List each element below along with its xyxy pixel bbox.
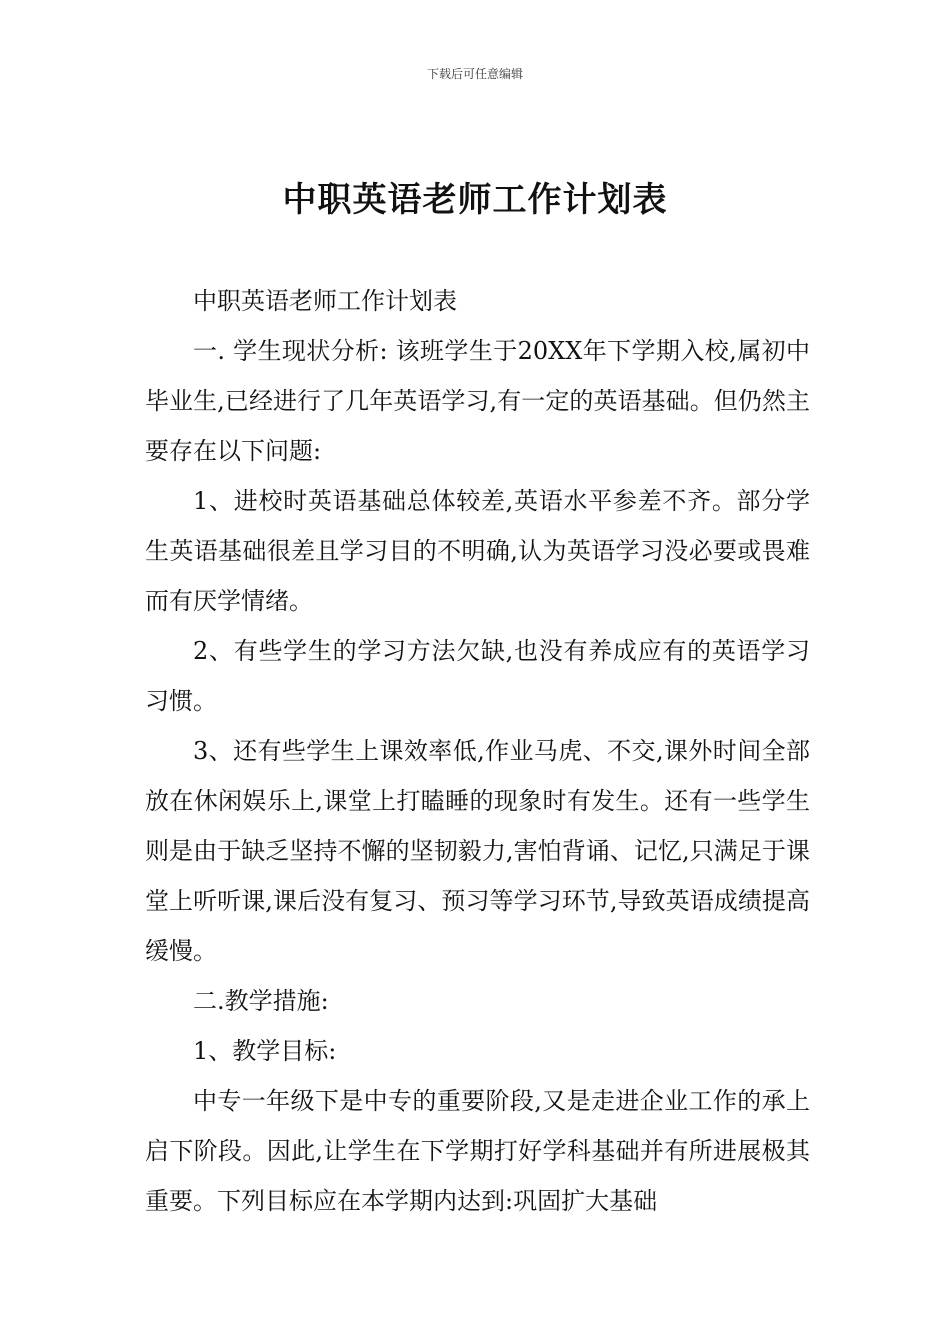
paragraph-goals-description: 中专一年级下是中专的重要阶段,又是走进企业工作的承上启下阶段。因此,让学生在下学期打好学科基础并有所进展极其重要。下列目标应在本学期内达到:巩固扩大基础 [145,1087,810,1215]
document-body [145,276,810,1226]
section-heading-teaching-measures: 二.教学措施: [193,987,329,1015]
paragraph-problem-1: 1、进校时英语基础总体较差,英语水平参差不齐。部分学生英语基础很差且学习目的不明确,认为英语学习没必要或畏难而有厌学情绪。 [145,487,810,615]
document-title: 中职英语老师工作计划表 [282,180,668,220]
paragraph-problem-3: 3、还有些学生上课效率低,作业马虎、不交,课外时间全部放在休闲娱乐上,课堂上打瞌睡的现象时有发生。还有一些学生则是由于缺乏坚持不懈的坚韧毅力,害怕背诵、记忆,只满足于课堂上听听课,课后没有复习、预习等学习环节,导致英语成绩提高缓慢。 [145,737,810,965]
subheading-teaching-goals: 1、教学目标: [193,1037,337,1065]
paragraph-subtitle: 中职英语老师工作计划表 [193,287,457,315]
paragraph-student-analysis: 一. 学生现状分析: 该班学生于20XX年下学期入校,属初中毕业生,已经进行了几年英语学习,有一定的英语基础。但仍然主要存在以下问题: [145,337,810,465]
paragraph-problem-2: 2、有些学生的学习方法欠缺,也没有养成应有的英语学习习惯。 [145,637,810,715]
header-note: 下载后可任意编辑 [426,67,523,81]
